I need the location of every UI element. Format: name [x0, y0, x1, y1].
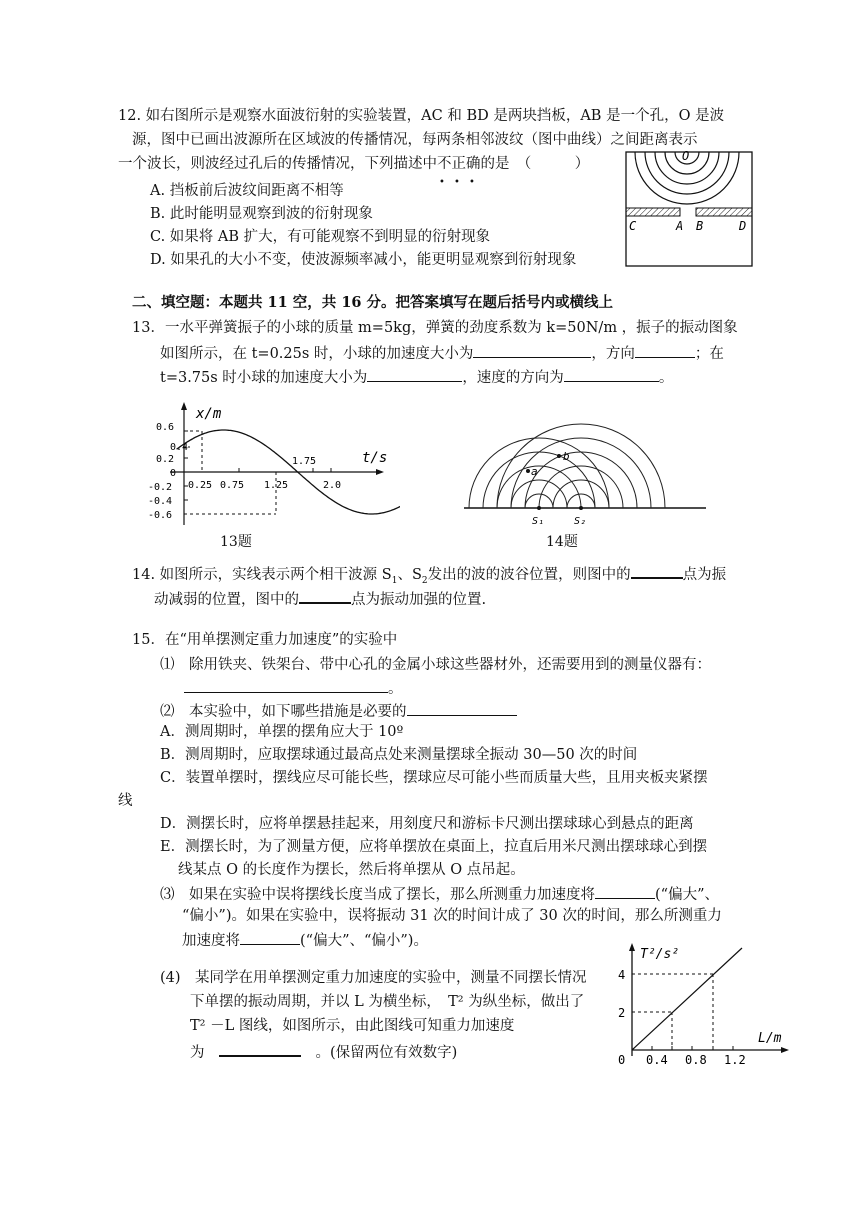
- label-d: D: [739, 219, 747, 233]
- ytick: 0.4: [170, 442, 189, 453]
- label-o: O: [682, 149, 690, 163]
- ytick: -0.4: [148, 496, 173, 507]
- ytick-4: 4: [618, 968, 626, 982]
- q12-line1: 12. 如右图所示是观察水面波衍射的实验装置，AC 和 BD 是两块挡板，AB 是一个孔，O 是波: [118, 108, 725, 124]
- q14-interference-figure: [462, 412, 708, 530]
- xtick-08: 0.8: [685, 1053, 707, 1066]
- x-axis-label: L/m: [758, 1031, 782, 1046]
- q15-p2-text: ⑵ 本实验中，如下哪些措施是必要的: [160, 704, 407, 720]
- q15-p3-line1: [160, 883, 719, 905]
- q13-line2-b: ，方向: [591, 346, 635, 362]
- q15-option-c-line1: C．装置单摆时，摆线应尽可能长些，摆球应尽可能小些而质量大些，且用夹板夹紧摆: [160, 770, 708, 786]
- point-b-dot: [557, 454, 561, 458]
- ytick-2: 2: [618, 1006, 626, 1020]
- q13-line3-c: 。: [658, 370, 674, 386]
- q12-line3-post: 的是 （ ）: [480, 156, 590, 172]
- ytick: 0: [170, 468, 177, 479]
- q12-line3-pre: 一个波长，则波经过孔后的传播情况，下列描述中: [118, 156, 437, 172]
- source1-wavefronts: [469, 438, 609, 508]
- q15-option-a: A．测周期时，单摆的摆角应大于 10º: [160, 724, 404, 740]
- q13-line2-a: 如图所示，在 t=0.25s 时，小球的加速度大小为: [160, 346, 474, 362]
- q15-p4-line3: T² －L 图线，如图所示，由此图线可知重力加速度: [190, 1018, 515, 1034]
- q12-emphasis: 不正确 • • •: [437, 156, 481, 188]
- q15-blank-instruments[interactable]: [184, 677, 388, 693]
- q13-blank-acceleration-2[interactable]: [367, 366, 462, 382]
- t2-l-line: [632, 948, 742, 1050]
- source2-wavefronts: [497, 424, 665, 508]
- label-s1: S₁: [532, 516, 545, 527]
- q14-sub2: 2: [421, 575, 428, 586]
- q15-p3-b: (“偏大”、: [655, 887, 719, 903]
- barrier-bd: [696, 208, 752, 216]
- q15-p1-line2: [184, 677, 403, 699]
- q15-p4-line4: [190, 1040, 457, 1063]
- label-b: b: [563, 450, 570, 463]
- q14-line2: [154, 587, 486, 610]
- q14-caption: 14题: [546, 534, 578, 550]
- barrier-ac: [626, 208, 680, 216]
- q14-line2-post: 点为振动加强的位置.: [351, 592, 487, 608]
- q13-line3-a: t=3.75s 时小球的加速度大小为: [160, 370, 368, 386]
- q13-vibration-graph: [140, 400, 400, 530]
- q15-p4-d: 为: [190, 1045, 205, 1061]
- q15-p1-line1: ⑴ 除用铁夹、铁架台、带中心孔的金属小球这些器材外，还需要用到的测量仪器有：: [160, 657, 711, 673]
- xtick: 1.75: [292, 456, 317, 467]
- q15-option-b: B．测周期时，应取摆球通过最高点处来测量摆球全振动 30—50 次的时间: [160, 747, 638, 763]
- q14-sub1: 1: [391, 575, 398, 586]
- y-axis-arrow: [629, 943, 635, 951]
- xtick: 0.25: [188, 480, 213, 491]
- q12-option-a: A. 挡板前后波纹间距离不相等: [150, 183, 344, 199]
- ytick: -0.6: [148, 510, 173, 521]
- q13-blank-direction[interactable]: [635, 342, 695, 358]
- ytick: -0.2: [148, 482, 173, 493]
- xtick: 2.0: [323, 480, 342, 491]
- q15-p3-line2: “偏小”)。如果在实验中，误将振动 31 次的时间计成了 30 次的时间，那么所测重力: [182, 908, 722, 924]
- q15-option-c-line2: 线: [118, 793, 133, 809]
- source-s1-dot: [537, 506, 541, 510]
- q12-wave-tank-figure: [624, 146, 754, 268]
- label-a: a: [531, 465, 538, 478]
- q15-p1-end: 。: [388, 681, 403, 697]
- x-axis-arrow: [376, 469, 384, 475]
- q12-line2: 源，图中已画出波源所在区域波的传播情况，每两条相邻波纹（图中曲线）之间距离表示: [132, 132, 698, 148]
- label-b: B: [696, 219, 704, 233]
- q14-line1-mid: 、S: [397, 567, 422, 583]
- q13-line2: [160, 342, 724, 364]
- q15-blank-effect-1[interactable]: [595, 883, 655, 899]
- ytick: 0.6: [156, 422, 175, 433]
- section-heading: 二、填空题：本题共 11 空，共 16 分。把答案填写在题后括号内或横线上: [132, 294, 614, 311]
- ytick: 0.2: [156, 454, 175, 465]
- xtick: 0.75: [220, 480, 245, 491]
- x-axis-label: t/s: [362, 450, 388, 466]
- q15-title: 15．在“用单摆测定重力加速度”的实验中: [132, 632, 398, 648]
- q14-line1-post: 点为振: [682, 567, 727, 583]
- label-a: A: [676, 219, 684, 233]
- xtick-12: 1.2: [724, 1053, 746, 1066]
- q15-p4-line2: 下单摆的振动周期，并以 L 为横坐标， T² 为纵坐标，做出了: [190, 994, 585, 1010]
- q12-option-b: B. 此时能明显观察到波的衍射现象: [150, 206, 373, 222]
- q13-blank-velocity[interactable]: [564, 366, 659, 382]
- q15-blank-effect-2[interactable]: [240, 929, 300, 945]
- x-axis-arrow: [781, 1047, 789, 1053]
- q15-option-e-line1: E．测摆长时，为了测量方便，应将单摆放在桌面上，拉直后用米尺测出摆球球心到摆: [160, 839, 708, 855]
- y-axis-arrow: [181, 402, 187, 410]
- q14-blank-strong[interactable]: [299, 587, 351, 604]
- q14-line2-pre: 动减弱的位置，图中的: [154, 592, 299, 608]
- q15-p4-e: 。(保留两位有效数字): [315, 1045, 458, 1061]
- source-s2-dot: [579, 506, 583, 510]
- y-axis-label: x/m: [196, 406, 222, 422]
- y-axis-label: T²/s²: [640, 947, 680, 962]
- q15-p4-line1: (4) 某同学在用单摆测定重力加速度的实验中，测量不同摆长情况: [160, 970, 587, 986]
- xtick-0: 0: [618, 1053, 626, 1066]
- q15-option-e-line2: 线某点 O 的长度作为摆长，然后将单摆从 O 点吊起。: [178, 862, 525, 878]
- xtick-04: 0.4: [646, 1053, 668, 1066]
- q13-line1: 13．一水平弹簧振子的小球的质量 m=5kg，弹簧的劲度系数为 k=50N/m ，振子的振动图象: [132, 320, 738, 336]
- q13-line3-b: ，速度的方向为: [462, 370, 564, 386]
- q14-line1-mid2: 发出的波的波谷位置，则图中的: [427, 567, 631, 583]
- q15-p3-e: (“偏大”、“偏小”)。: [300, 933, 428, 949]
- q12-line3: [118, 154, 590, 188]
- q15-option-d: D．测摆长时，应将单摆悬挂起来，用刻度尺和游标卡尺测出摆球球心到悬点的距离: [160, 816, 694, 832]
- q15-t2-l-graph: [610, 940, 796, 1066]
- label-c: C: [629, 219, 637, 233]
- q13-line3: [160, 366, 673, 388]
- q12-option-d: D. 如果孔的大小不变，使波源频率减小，能更明显观察到衍射现象: [150, 252, 577, 268]
- q13-line2-c: ；在: [694, 346, 724, 362]
- q14-line1-pre: 14. 如图所示，实线表示两个相干波源 S: [132, 567, 392, 583]
- q15-blank-gravity[interactable]: [219, 1040, 301, 1057]
- q13-blank-acceleration[interactable]: [473, 342, 591, 358]
- point-a-dot: [526, 469, 530, 473]
- q15-blank-measures[interactable]: [407, 700, 517, 716]
- q14-blank-weak[interactable]: [631, 562, 683, 579]
- q12-option-c: C. 如果将 AB 扩大，有可能观察不到明显的衍射现象: [150, 229, 491, 245]
- q15-p2: [160, 700, 517, 722]
- q15-p3-d: 加速度将: [182, 933, 240, 949]
- q15-p3-a: ⑶ 如果在实验中误将摆线长度当成了摆长，那么所测重力加速度将: [160, 887, 595, 903]
- q12-emphasis-text: 不正确: [437, 156, 481, 172]
- label-s2: S₂: [574, 516, 587, 527]
- xtick: 1.25: [264, 480, 289, 491]
- q13-caption: 13题: [220, 534, 252, 550]
- q15-p3-line3: [182, 929, 428, 951]
